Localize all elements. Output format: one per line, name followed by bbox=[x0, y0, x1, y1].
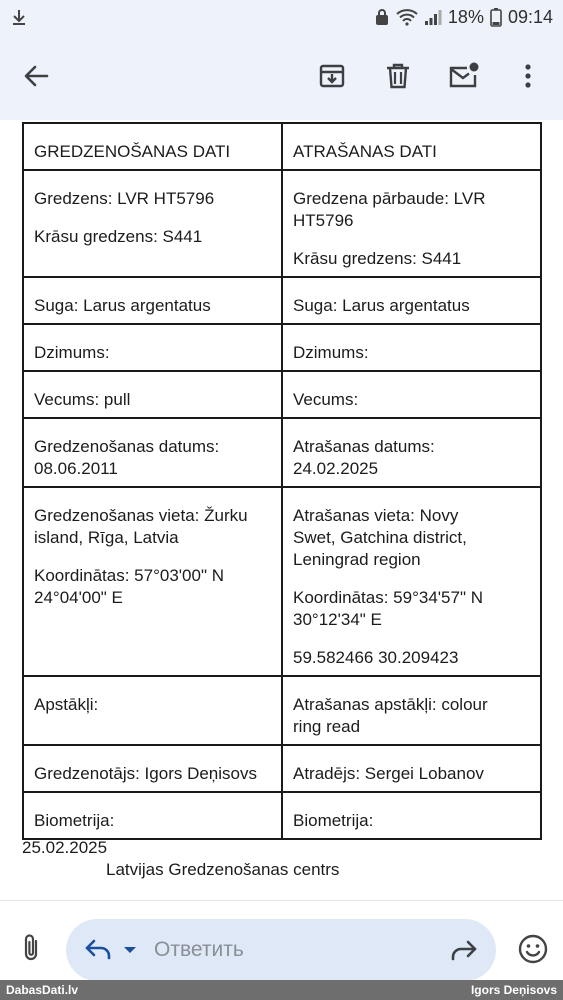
cell-text: Vecums: bbox=[293, 390, 359, 409]
cell-text: Atrašanas vieta: Novy Swet, Gatchina district, Leningrad region bbox=[293, 506, 467, 569]
ringing-cell bbox=[23, 745, 282, 792]
cell-text: ATRAŠANAS DATI bbox=[293, 142, 437, 161]
table-row bbox=[23, 745, 541, 792]
table-row bbox=[23, 324, 541, 371]
cell-text: Gredzenošanas vieta: Žurku island, Rīga, Latvia bbox=[34, 506, 248, 547]
table-row bbox=[23, 418, 541, 487]
wifi-icon bbox=[396, 8, 418, 26]
back-arrow-icon bbox=[23, 63, 49, 89]
cell-text: Krāsu gredzens: S441 bbox=[34, 227, 203, 246]
ringing-cell bbox=[23, 324, 282, 371]
battery-icon bbox=[490, 7, 502, 27]
finding-cell bbox=[282, 277, 541, 324]
forward-icon[interactable] bbox=[450, 938, 478, 967]
watermark-right: Igors Deņisovs bbox=[470, 983, 557, 997]
table-row bbox=[23, 487, 541, 676]
more-options-button[interactable] bbox=[508, 56, 548, 96]
finding-cell bbox=[282, 324, 541, 371]
mark-unread-button[interactable] bbox=[444, 56, 484, 96]
ringing-cell bbox=[23, 170, 282, 277]
archive-icon bbox=[318, 62, 346, 90]
cell-text: Dzimums: bbox=[34, 343, 110, 362]
delete-button[interactable] bbox=[378, 56, 418, 96]
signature-organization: Latvijas Gredzenošanas centrs bbox=[106, 860, 340, 879]
table-row bbox=[23, 371, 541, 418]
battery-percent: 18% bbox=[447, 6, 484, 27]
ringing-cell bbox=[23, 418, 282, 487]
ringing-cell bbox=[23, 123, 282, 170]
archive-button[interactable] bbox=[312, 56, 352, 96]
cell-text: Koordinātas: 59°34'57" N 30°12'34" E bbox=[293, 588, 483, 629]
cell-text: Gredzenošanas datums: 08.06.2011 bbox=[34, 437, 220, 478]
finding-cell bbox=[282, 487, 541, 676]
watermark-left: DabasDati.lv bbox=[6, 983, 79, 997]
cell-text: GREDZENOŠANAS DATI bbox=[34, 142, 231, 161]
table-row bbox=[23, 792, 541, 839]
signature-date: 25.02.2025 bbox=[22, 838, 108, 857]
cell-text: Biometrija: bbox=[34, 811, 115, 830]
delete-icon bbox=[385, 62, 411, 90]
paperclip-icon bbox=[21, 933, 41, 963]
ringing-data-table bbox=[22, 122, 542, 840]
reply-field[interactable] bbox=[66, 919, 496, 981]
status-bar bbox=[0, 0, 563, 34]
table-row bbox=[23, 676, 541, 745]
message-body bbox=[0, 120, 563, 900]
more-vert-icon bbox=[523, 63, 533, 89]
table-row bbox=[23, 123, 541, 170]
reply-placeholder: Ответить bbox=[154, 938, 244, 961]
cell-text: Suga: Larus argentatus bbox=[34, 296, 211, 315]
cell-text: Dzimums: bbox=[293, 343, 369, 362]
cell-text: Suga: Larus argentatus bbox=[293, 296, 470, 315]
download-notification-icon bbox=[10, 8, 28, 26]
finding-cell bbox=[282, 371, 541, 418]
finding-cell bbox=[282, 676, 541, 745]
reply-icon[interactable] bbox=[84, 937, 112, 966]
ringing-cell bbox=[23, 487, 282, 676]
back-button[interactable] bbox=[16, 56, 56, 96]
signal-icon bbox=[424, 8, 442, 26]
cell-text: Biometrija: bbox=[293, 811, 374, 830]
finding-cell bbox=[282, 170, 541, 277]
cell-text: Gredzens: LVR HT5796 bbox=[34, 189, 215, 208]
ringing-cell bbox=[23, 792, 282, 839]
table-row bbox=[23, 277, 541, 324]
cell-text: Gredzena pārbaude: LVR HT5796 bbox=[293, 189, 486, 230]
reply-options-chevron-icon[interactable] bbox=[122, 943, 138, 961]
emoji-reaction-icon[interactable] bbox=[517, 933, 549, 970]
finding-cell bbox=[282, 418, 541, 487]
reply-bar bbox=[0, 900, 563, 980]
finding-cell bbox=[282, 123, 541, 170]
clock: 09:14 bbox=[507, 6, 553, 27]
cell-text: Vecums: pull bbox=[34, 390, 131, 409]
mark-unread-icon bbox=[448, 62, 480, 90]
finding-cell bbox=[282, 745, 541, 792]
cell-text: Apstākļi: bbox=[34, 695, 99, 714]
ringing-cell bbox=[23, 676, 282, 745]
attach-button[interactable] bbox=[14, 931, 48, 965]
cell-text: Gredzenotājs: Igors Deņisovs bbox=[34, 764, 257, 783]
cell-text: Atrašanas datums: 24.02.2025 bbox=[293, 437, 435, 478]
cell-text: Koordinātas: 57°03'00" N 24°04'00" E bbox=[34, 566, 224, 607]
cell-text: Atradējs: Sergei Lobanov bbox=[293, 764, 484, 783]
cell-text: Atrašanas apstākļi: colour ring read bbox=[293, 695, 488, 736]
cell-text: Krāsu gredzens: S441 bbox=[293, 249, 462, 268]
watermark-bar bbox=[0, 980, 563, 1000]
table-row bbox=[23, 170, 541, 277]
ringing-cell bbox=[23, 371, 282, 418]
message-toolbar bbox=[0, 34, 563, 120]
finding-cell bbox=[282, 792, 541, 839]
ringing-cell bbox=[23, 277, 282, 324]
alarm-lock-icon bbox=[374, 8, 390, 26]
cell-text: 59.582466 30.209423 bbox=[293, 648, 459, 667]
